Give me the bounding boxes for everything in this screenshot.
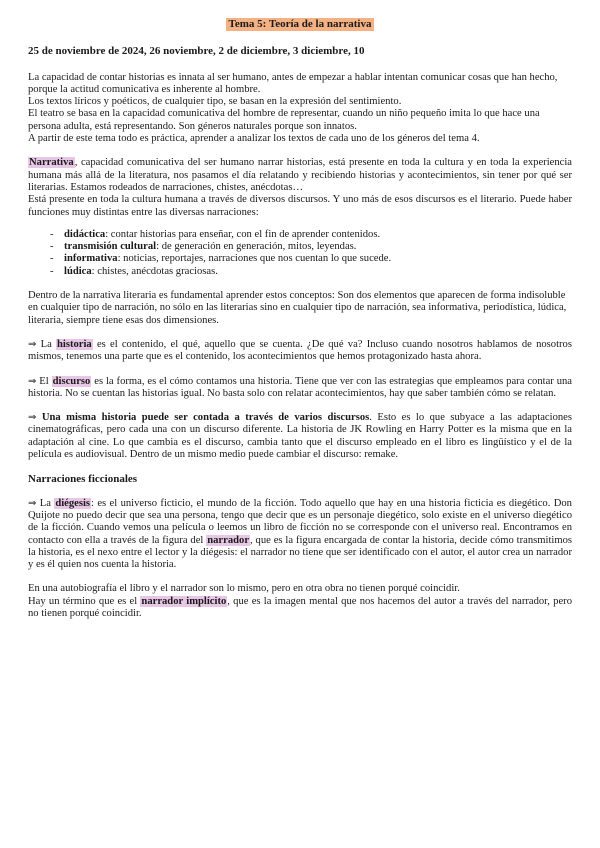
- discurso-paragraph: [28, 376, 572, 401]
- narrativa-text-1: , capacidad comunicativa del ser humano narrar historias, está presente en toda la cultura y en toda la experiencia humana más allá de la literatura, nos pasamos el día relatando y recibiendo historias y acontecimientos, sin tener por qué ser literarias. Estamos rodeados de narraciones, chistes, anécdotas…: [28, 157, 572, 193]
- function-term: informativa: [64, 253, 118, 265]
- historia-paragraph: [28, 339, 572, 364]
- section-title: Narraciones ficcionales: [28, 473, 138, 486]
- discurso-text: es la forma, es el cómo contamos una historia. Tiene que ver con las estrategias que empleamos para contar una historia. No se cuentan las historias igual. No basta solo con relatar acontecimientos, hay que saber también cómo se relatan.: [28, 375, 573, 399]
- list-item: [50, 229, 572, 241]
- diegesis-paragraph: [28, 498, 572, 572]
- narrador-term: narrador: [207, 534, 250, 546]
- discurso-prefix: El: [36, 375, 52, 387]
- list-item: [50, 241, 572, 253]
- function-term: lúdica: [64, 265, 92, 277]
- intro-line-4: A partir de este tema todo es práctica, aprender a analizar los textos de cada uno de los géneros del tema 4.: [28, 133, 480, 145]
- narrativa-text-2: Está presente en toda la cultura humana a través de diversos discursos. Y uno más de esos discursos es el literario. Puede haber funciones muy distintas entre las diversas narraciones:: [28, 194, 572, 218]
- function-desc: : chistes, anécdotas graciosas.: [91, 265, 218, 277]
- arrow-icon: ⇒: [28, 338, 37, 350]
- misma-historia-paragraph: [28, 412, 572, 461]
- autobiografia-block: [28, 583, 572, 620]
- misma-historia-bold: Una misma historia puede ser contada a través de varios discursos: [41, 412, 370, 424]
- autobiografia-line-1: En una autobiografía el libro y el narrador son lo mismo, pero en otra obra no tienen porqué coincidir.: [28, 583, 460, 595]
- autobiografia-line-2: [28, 596, 572, 621]
- function-desc: : de generación en generación, mitos, leyendas.: [156, 241, 357, 253]
- list-item: [50, 253, 572, 265]
- function-desc: : contar historias para enseñar, con el fin de aprender contenidos.: [105, 228, 381, 240]
- document-title: Tema 5: Teoría de la narrativa: [226, 18, 375, 31]
- narrativa-block: [28, 157, 572, 218]
- function-term: transmisión cultural: [64, 241, 157, 253]
- arrow-icon: ⇒: [28, 497, 37, 509]
- functions-list: [28, 229, 572, 278]
- historia-term: historia: [57, 338, 92, 350]
- historia-text: es el contenido, el qué, aquello que se cuenta. ¿De qué va? Incluso cuando nosotros hablamos de nosotros mismos, tenemos una parte que es el contenido, los acontecimientos que hemos protagonizado hasta ahora.: [28, 338, 572, 363]
- narrativa-term: Narrativa: [29, 157, 74, 169]
- function-term: didáctica: [64, 228, 106, 240]
- discurso-term: discurso: [52, 375, 91, 387]
- intro-line-2: Los textos líricos y poéticos, de cualquier tipo, se basan en la expresión del sentimiento.: [28, 96, 402, 108]
- intro-block: [28, 72, 572, 146]
- narrativa-definition: [28, 157, 572, 194]
- narrador-implicito-term: narrador implícito: [141, 595, 227, 607]
- diegesis-prefix: La: [36, 497, 55, 509]
- diegesis-text-2: , que es la figura encargada de contar la historia, decide cómo transmitimos la historia, es el nexo entre el lector y la diégesis: el narrador no tiene que ser identificado con el autor, el autor crea un narrador y es él quien nos cuenta la historia.: [28, 534, 572, 571]
- arrow-icon: ⇒: [28, 412, 37, 424]
- title-wrapper: [28, 18, 572, 31]
- session-dates: 25 de noviembre de 2024, 26 noviembre, 2 de diciembre, 3 diciembre, 10: [28, 45, 365, 58]
- diegesis-text-1: : es el universo ficticio, el mundo de la ficción. Todo aquello que hay en una historia ficticia es diegético. Don Quijote no puedo decir que sea una persona, tengo que decir que es un personaje diegético, solo existe en el universo diegético de la ficción. Cuando vemos una película o leemos un libro de ficción no se corresponde con el universo real. Encontramos en contacto con ella a través de la figura del: [28, 497, 572, 546]
- arrow-icon: ⇒: [28, 375, 37, 387]
- autobiografia-text: , que es la imagen mental que nos hacemos del autor a través del narrador, pero no tienen porqué coincidir.: [28, 595, 572, 619]
- misma-historia-text: . Esto es lo que subyace a las adaptaciones cinematográficas, pero cada una con un discurso diferente. La historia de JK Rowling en Harry Potter es la misma que en la adaptación al cine. Lo que cambia es el discurso, cambia tanto que el discurso empleado en el libro es lingüístico y el de la película es audiovisual. Dentro de un mismo medio puede cambiar el discurso: remake.: [28, 412, 572, 461]
- autobiografia-prefix: Hay un término que es el: [28, 595, 141, 607]
- intro-line-1: La capacidad de contar historias es innata al ser humano, antes de empezar a hablar intentan comunicar cosas que han hecho, porque la actitud comunicativa es inherente al hombre.: [28, 71, 558, 95]
- list-item: [50, 266, 572, 278]
- concepts-intro: Dentro de la narrativa literaria es fundamental aprender estos conceptos: Son dos elementos que aparecen de forma indisoluble en cualquier tipo de narración, no sólo en las literarias sino en cualquier tipo de narración, sea informativa, periodística, lúdica, literaria, siempre tiene esas dos dimensiones.: [28, 290, 567, 326]
- function-desc: : noticias, reportajes, narraciones que nos cuentan lo que sucede.: [117, 253, 392, 265]
- intro-line-3: El teatro se basa en la capacidad comunicativa del hombre de representar, cuando un niño pequeño imita lo que hace una persona adulta, está representando. Son géneros naturales porque son innatos.: [28, 108, 540, 132]
- historia-prefix: La: [36, 338, 56, 350]
- diegesis-term: diégesis: [55, 497, 91, 509]
